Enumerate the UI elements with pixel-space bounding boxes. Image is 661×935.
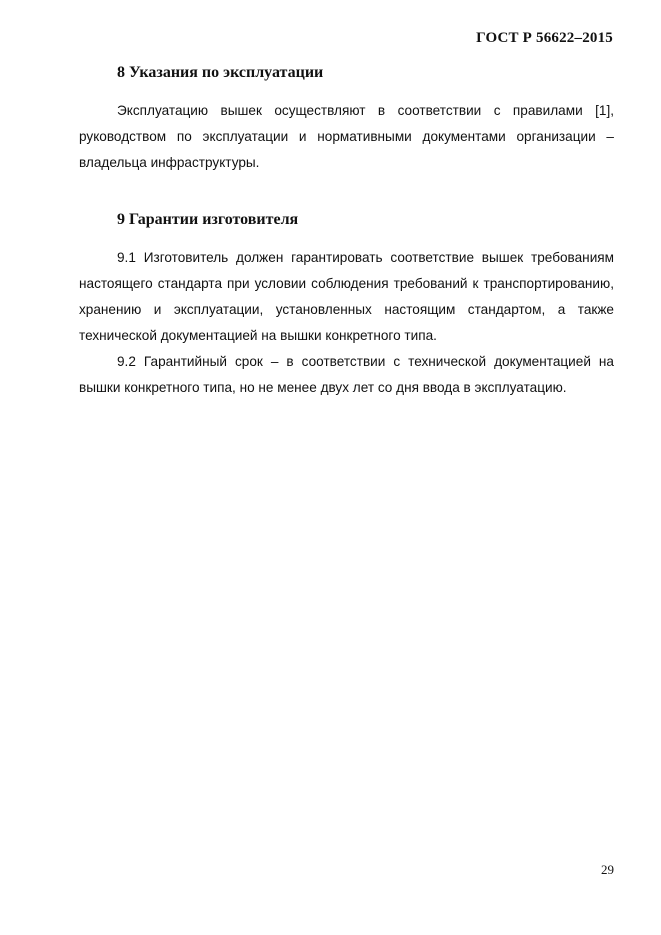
page-number: 29: [601, 862, 614, 877]
document-code: ГОСТ Р 56622–2015: [476, 30, 613, 46]
section-9-2-paragraph: 9.2 Гарантийный срок – в соответствии с технической документацией на вышки конкретного типа, но не менее двух лет со дня ввода в эксплуатацию.: [79, 354, 614, 395]
section-8-heading: 8 Указания по эксплуатации: [117, 64, 324, 81]
section-9-heading: 9 Гарантии изготовителя: [117, 211, 299, 228]
section-9: [79, 210, 614, 401]
section-8-paragraph: Эксплуатацию вышек осуществляют в соответствии с правилами [1], руководством по эксплуатации и нормативными документами организации – владельца инфраструктуры.: [79, 103, 614, 170]
section-9-1-paragraph: 9.1 Изготовитель должен гарантировать соответствие вышек требованиям настоящего стандарта при условии соблюдения требований к транспортированию, хранению и эксплуатации, установленных настоящим стандартом, а также технической документацией на вышки конкретного типа.: [79, 250, 614, 343]
section-8: [79, 63, 614, 176]
